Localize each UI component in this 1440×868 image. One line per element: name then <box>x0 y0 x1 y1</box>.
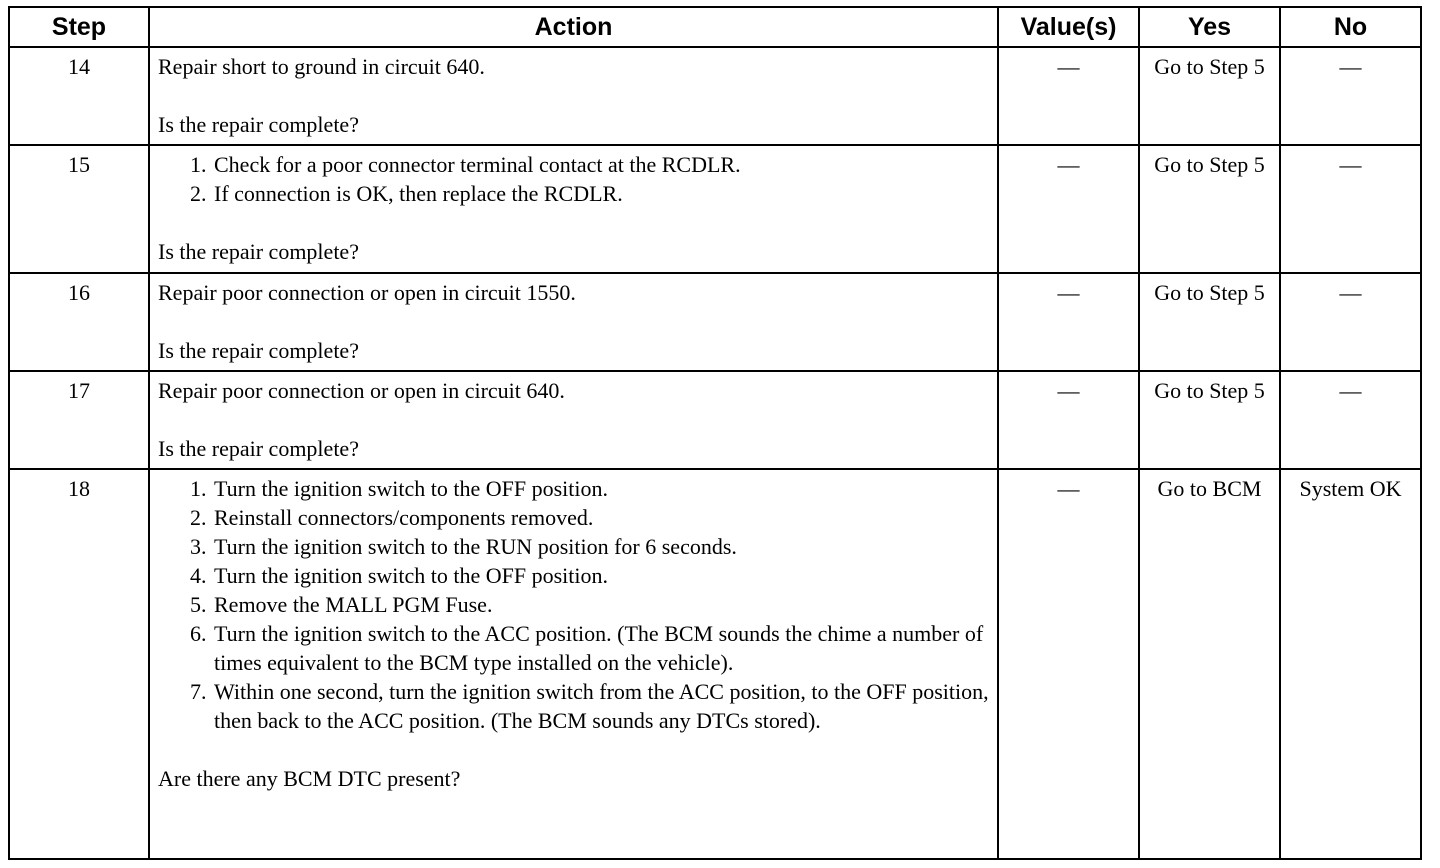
step-number: 17 <box>9 371 149 469</box>
question-text: Is the repair complete? <box>158 239 359 264</box>
action-text: Repair poor connection or open in circuit 1550. <box>158 280 576 305</box>
header-step: Step <box>9 7 149 47</box>
yes-cell: Go to Step 5 <box>1139 371 1280 469</box>
step-number: 14 <box>9 47 149 145</box>
value-cell: — <box>998 371 1139 469</box>
list-item: 4. Turn the ignition switch to the OFF position. <box>212 561 989 590</box>
diagnostic-table <box>8 6 1422 860</box>
no-cell: System OK <box>1280 469 1421 859</box>
header-action: Action <box>149 7 998 47</box>
step-number: 15 <box>9 145 149 273</box>
table-row <box>9 273 1421 371</box>
action-list <box>158 150 989 208</box>
header-values: Value(s) <box>998 7 1139 47</box>
header-yes: Yes <box>1139 7 1280 47</box>
list-item: 7. Within one second, turn the ignition switch from the ACC position, to the OFF position, then back to the ACC position. (The BCM sounds any DTCs stored). <box>212 677 989 735</box>
no-cell: — <box>1280 145 1421 273</box>
table-row <box>9 469 1421 859</box>
action-cell <box>149 145 998 273</box>
question-text: Are there any BCM DTC present? <box>158 766 461 791</box>
list-item: 1. Check for a poor connector terminal contact at the RCDLR. <box>212 150 989 179</box>
no-cell: — <box>1280 273 1421 371</box>
action-cell <box>149 469 998 859</box>
yes-cell: Go to Step 5 <box>1139 145 1280 273</box>
step-number: 18 <box>9 469 149 859</box>
yes-cell: Go to Step 5 <box>1139 273 1280 371</box>
list-item: 6. Turn the ignition switch to the ACC position. (The BCM sounds the chime a number of times equivalent to the BCM type installed on the vehicle). <box>212 619 989 677</box>
list-item: 1. Turn the ignition switch to the OFF position. <box>212 474 989 503</box>
value-cell: — <box>998 145 1139 273</box>
table-row <box>9 145 1421 273</box>
no-cell: — <box>1280 47 1421 145</box>
list-item: 5. Remove the MALL PGM Fuse. <box>212 590 989 619</box>
value-cell: — <box>998 469 1139 859</box>
step-number: 16 <box>9 273 149 371</box>
question-text: Is the repair complete? <box>158 112 359 137</box>
value-cell: — <box>998 47 1139 145</box>
list-item: 2. Reinstall connectors/components removed. <box>212 503 989 532</box>
yes-cell: Go to BCM <box>1139 469 1280 859</box>
yes-cell: Go to Step 5 <box>1139 47 1280 145</box>
no-cell: — <box>1280 371 1421 469</box>
list-item: 3. Turn the ignition switch to the RUN position for 6 seconds. <box>212 532 989 561</box>
action-text: Repair short to ground in circuit 640. <box>158 54 485 79</box>
action-cell <box>149 273 998 371</box>
table-row <box>9 371 1421 469</box>
list-item: 2. If connection is OK, then replace the RCDLR. <box>212 179 989 208</box>
header-no: No <box>1280 7 1421 47</box>
value-cell: — <box>998 273 1139 371</box>
action-text: Repair poor connection or open in circuit 640. <box>158 378 565 403</box>
action-cell <box>149 371 998 469</box>
action-cell <box>149 47 998 145</box>
header-row <box>9 7 1421 47</box>
question-text: Is the repair complete? <box>158 436 359 461</box>
table-row <box>9 47 1421 145</box>
question-text: Is the repair complete? <box>158 338 359 363</box>
action-list <box>158 474 989 735</box>
